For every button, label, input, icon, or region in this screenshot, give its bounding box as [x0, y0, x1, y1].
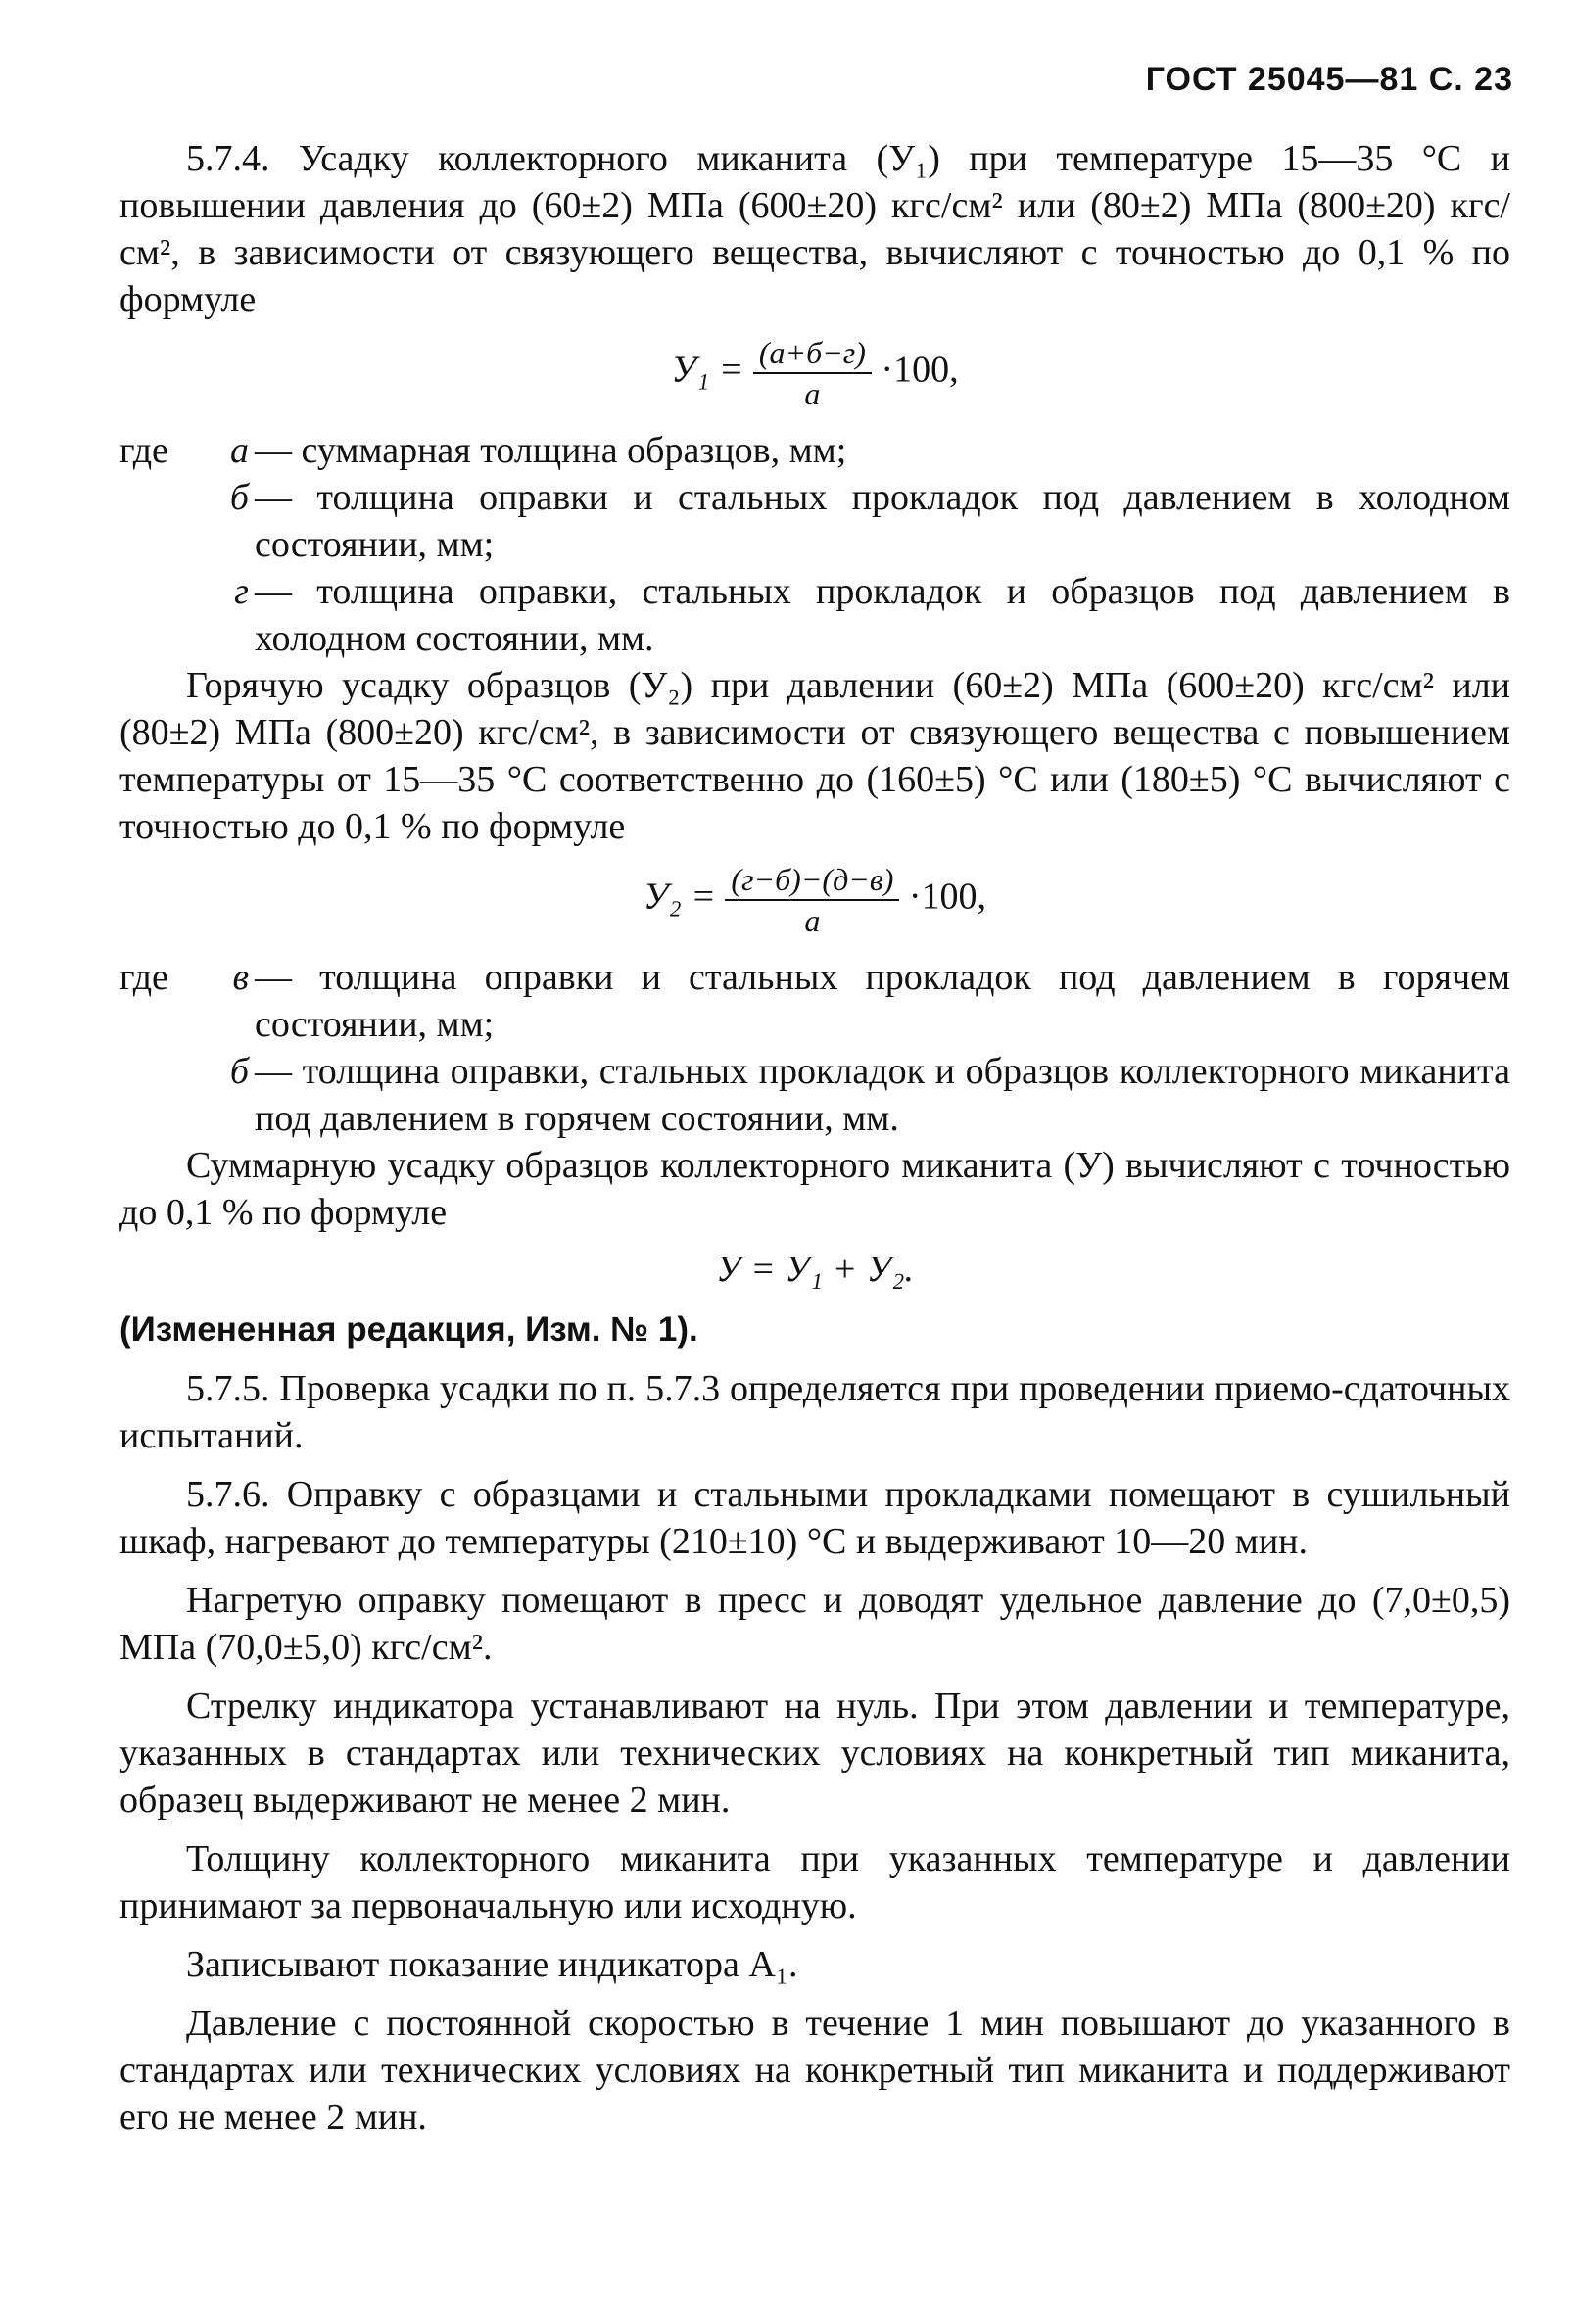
legend-text: — толщина оправки и стальных прокладок под давлением в холодном состоянии, мм;	[255, 477, 1510, 565]
legend-item	[119, 427, 1510, 474]
legend-symbol: в	[232, 957, 249, 998]
formula-y1-numerator: (а+б−г)	[753, 333, 872, 374]
formula-y2-denominator: а	[804, 903, 821, 938]
paragraph-total-shrinkage: Суммарную усадку образцов коллекторного миканита (У) вычисляют с точностью до 0,1 % по формуле	[119, 1145, 1510, 1233]
legend-y1	[119, 427, 1510, 662]
legend-lead	[119, 1048, 206, 1142]
legend-item	[119, 474, 1510, 568]
paragraph-5-7-5: 5.7.5. Проверка усадки по п. 5.7.3 определяется при проведении приемо-сдаточных испытаний.	[119, 1368, 1510, 1456]
formula-y1-denominator: а	[804, 376, 821, 411]
legend-text: — толщина оправки и стальных прокладок под давлением в горячем состоянии, мм;	[255, 957, 1510, 1045]
formula-y2-lhs: У₂ =	[643, 876, 716, 918]
legend-item	[119, 568, 1510, 662]
formula-y1-rhs: ·100,	[881, 349, 959, 391]
legend-text: — суммарная толщина образцов, мм;	[255, 430, 847, 471]
paragraph-5-7-6: 5.7.6. Оправку с образцами и стальными прокладками помещают в сушильный шкаф, нагревают до температуры (210±10) °С и выдерживают 10—20 мин.	[119, 1474, 1510, 1562]
paragraph-initial-thickness: Толщину коллекторного миканита при указанных температуре и давлении принимают за первоначальную или исходную.	[119, 1838, 1510, 1926]
legend-lead: где	[119, 957, 168, 998]
legend-symbol: б	[229, 1051, 249, 1092]
legend-lead	[119, 474, 206, 568]
legend-lead	[119, 568, 206, 662]
paragraph-5-7-4: 5.7.4. Усадку коллекторного миканита (У₁) при температуре 15—35 °С и повышении давления до (60±2) МПа (600±20) кгс/см² или (80±2) МПа (800±20) кгс/см², в зависимости от связующего вещества, вычисляют с точностью до 0,1 % по формуле	[119, 138, 1510, 320]
page-header: ГОСТ 25045—81 С. 23	[1145, 61, 1513, 98]
formula-y1	[119, 333, 1510, 413]
legend-symbol: б	[229, 477, 249, 518]
legend-item	[119, 1048, 1510, 1142]
formula-y-total: У = У₁ + У₂.	[716, 1249, 914, 1290]
legend-lead: где	[119, 430, 168, 471]
formula-y1-fraction	[753, 333, 872, 413]
formula-y2-fraction	[725, 860, 899, 940]
paragraph-heated-mandrel: Нагретую оправку помещают в пресс и доводят удельное давление до (7,0±0,5) МПа (70,0±5,0) кгс/см².	[119, 1580, 1510, 1668]
legend-text: — толщина оправки, стальных прокладок и образцов под давлением в холодном состоянии, мм.	[255, 571, 1510, 659]
paragraph-indicator-zero: Стрелку индикатора устанавливают на нуль. При этом давлении и температуре, указанных в стандартах или технических условиях на конкретный тип миканита, образец выдерживают не менее 2 мин.	[119, 1685, 1510, 1821]
paragraph-record-a1: Записывают показание индикатора A₁.	[186, 1944, 798, 1985]
paragraph-pressure-increase: Давление с постоянной скоростью в течение 1 мин повышают до указанного в стандартах или технических условиях на конкретный тип миканита и поддерживают его не менее 2 мин.	[119, 2003, 1510, 2138]
legend-symbol: г	[234, 571, 249, 612]
legend-item	[119, 954, 1510, 1048]
formula-y2-numerator: (г−б)−(д−в)	[725, 860, 899, 901]
revision-note: (Измененная редакция, Изм. № 1).	[119, 1310, 698, 1349]
formula-y2-rhs: ·100,	[908, 876, 987, 918]
formula-y1-lhs: У₁ =	[671, 349, 744, 391]
legend-symbol: а	[230, 430, 249, 471]
legend-text: — толщина оправки, стальных прокладок и образцов коллекторного миканита под давлением в горячем состоянии, мм.	[255, 1051, 1510, 1139]
document-body	[119, 135, 1510, 2141]
paragraph-hot-shrinkage: Горячую усадку образцов (У₂) при давлении (60±2) МПа (600±20) кгс/см² или (80±2) МПа (800±20) кгс/см², в зависимости от связующего вещества с повышением температуры от 15—35 °С соответственно до (160±5) °С или (180±5) °С вычисляют с точностью до 0,1 % по формуле	[119, 665, 1510, 847]
formula-y2	[119, 860, 1510, 940]
legend-y2	[119, 954, 1510, 1142]
